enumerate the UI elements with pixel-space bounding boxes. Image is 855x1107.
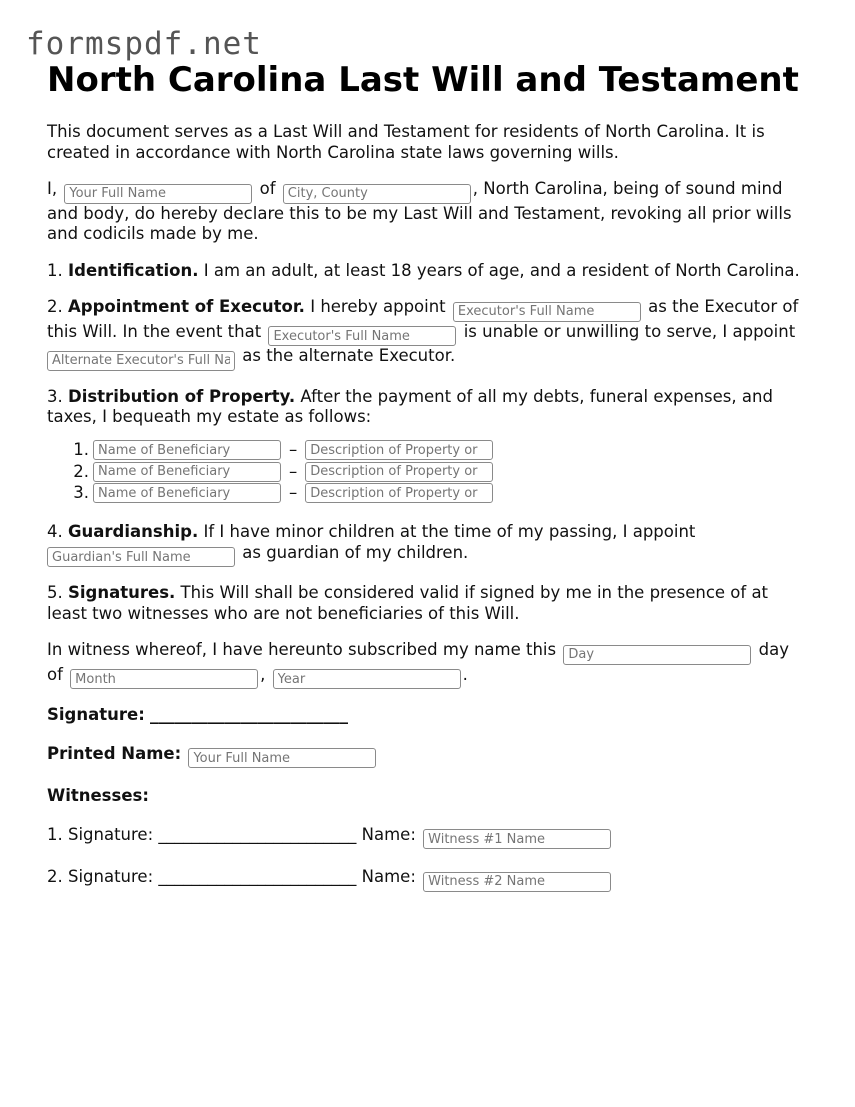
guardianship-text-1: If I have minor children at the time of my passing, I appoint bbox=[203, 522, 696, 541]
page-title: North Carolina Last Will and Testament bbox=[47, 60, 799, 100]
witness-signature-line[interactable]: ________________________ bbox=[158, 867, 357, 886]
distribution-heading: Distribution of Property. bbox=[68, 386, 296, 406]
executor-text-1: I hereby appoint bbox=[310, 297, 446, 316]
guardianship-text-2: as guardian of my children. bbox=[242, 542, 469, 562]
signature-label: Signature: bbox=[47, 705, 145, 724]
guardian-name-input[interactable] bbox=[47, 547, 235, 567]
witnesses-heading-row bbox=[47, 786, 807, 807]
printed-name-row bbox=[47, 744, 807, 769]
watermark: formspdf.net bbox=[26, 26, 262, 62]
witness-name-label: Name: bbox=[361, 867, 416, 886]
beneficiary-name-input[interactable] bbox=[93, 483, 281, 503]
declaration-of: of bbox=[259, 179, 276, 198]
property-description-input[interactable] bbox=[305, 440, 493, 460]
dash: – bbox=[289, 461, 298, 481]
witness-1-name-input[interactable] bbox=[423, 829, 611, 849]
intro-paragraph: This document serves as a Last Will and Testament for residents of North Carolina. It is created in accordance with North Carolina state laws governing wills. bbox=[47, 122, 765, 162]
witness-2-name-input[interactable] bbox=[423, 872, 611, 892]
alternate-executor-input[interactable] bbox=[47, 351, 235, 371]
witness-row bbox=[47, 867, 807, 892]
beneficiary-name-input[interactable] bbox=[93, 462, 281, 482]
executor-name-input[interactable] bbox=[453, 302, 641, 322]
list-item-number: 3. bbox=[73, 483, 89, 502]
list-item bbox=[67, 483, 807, 505]
dash: – bbox=[289, 440, 298, 459]
signatures-heading: Signatures. bbox=[68, 583, 176, 602]
executor-text-3: is unable or unwilling to serve, I appoint bbox=[463, 321, 796, 341]
executor-heading: Appointment of Executor. bbox=[68, 297, 305, 316]
distribution-section bbox=[47, 387, 807, 428]
identification-text: I am an adult, at least 18 years of age, and a resident of North Carolina. bbox=[203, 260, 800, 280]
witness-clause-comma: , bbox=[260, 664, 266, 684]
dash: – bbox=[289, 483, 298, 502]
witness-clause-text-1: In witness whereof, I have hereunto subscribed my name this bbox=[47, 640, 557, 659]
full-name-input[interactable] bbox=[64, 184, 252, 204]
executor-name-input-2[interactable] bbox=[268, 326, 456, 346]
guardianship-heading: Guardianship. bbox=[68, 522, 199, 541]
witness-signature-label: 2. Signature: bbox=[47, 867, 154, 886]
beneficiary-name-input[interactable] bbox=[93, 440, 281, 460]
signatures-section bbox=[47, 583, 807, 624]
executor-number: 2. bbox=[47, 297, 63, 316]
signatures-text: This Will shall be considered valid if signed by me in the presence of at least two witnesses who are not beneficiaries of this Will. bbox=[47, 583, 769, 623]
list-item-number: 2. bbox=[73, 461, 89, 481]
identification-number: 1. bbox=[47, 260, 63, 280]
beneficiary-list bbox=[67, 440, 807, 505]
guardianship-number: 4. bbox=[47, 522, 63, 541]
executor-section bbox=[47, 297, 807, 371]
day-input[interactable] bbox=[563, 645, 751, 665]
property-description-input[interactable] bbox=[305, 483, 493, 503]
printed-name-input[interactable] bbox=[188, 748, 376, 768]
property-description-input[interactable] bbox=[305, 462, 493, 482]
printed-name-label: Printed Name: bbox=[47, 743, 182, 763]
month-input[interactable] bbox=[70, 669, 258, 689]
year-input[interactable] bbox=[273, 669, 461, 689]
list-item bbox=[67, 440, 807, 462]
document-body bbox=[47, 122, 807, 910]
executor-text-4: as the alternate Executor. bbox=[242, 346, 456, 365]
witness-clause-period: . bbox=[462, 664, 468, 684]
signature-row bbox=[47, 705, 807, 726]
witness-signature-line[interactable]: ________________________ bbox=[158, 824, 357, 844]
witness-signature-label: 1. Signature: bbox=[47, 824, 154, 844]
witness-row bbox=[47, 825, 807, 850]
declaration-suffix: , North Carolina, being of sound mind and body, do hereby declare this to be my Last Will and Testament, revoking all prior wills and codicils made by me. bbox=[47, 179, 792, 243]
witness-clause-text-2: day of bbox=[47, 640, 789, 684]
city-county-input[interactable] bbox=[283, 184, 471, 204]
witness-clause bbox=[47, 640, 807, 689]
declaration-paragraph bbox=[47, 179, 807, 245]
witnesses-heading: Witnesses: bbox=[47, 786, 149, 805]
signatures-number: 5. bbox=[47, 583, 63, 602]
distribution-text: After the payment of all my debts, funeral expenses, and taxes, I bequeath my estate as follows: bbox=[47, 386, 773, 426]
identification-heading: Identification. bbox=[68, 260, 199, 280]
identification-section bbox=[47, 261, 807, 282]
executor-text-2: as the Executor of this Will. In the event that bbox=[47, 297, 799, 341]
list-item bbox=[67, 461, 807, 483]
signature-line[interactable]: ________________________ bbox=[150, 705, 349, 724]
guardianship-section bbox=[47, 522, 807, 567]
distribution-number: 3. bbox=[47, 386, 63, 406]
list-item-number: 1. bbox=[73, 440, 89, 459]
witness-name-label: Name: bbox=[361, 824, 416, 844]
declaration-prefix: I, bbox=[47, 179, 58, 198]
